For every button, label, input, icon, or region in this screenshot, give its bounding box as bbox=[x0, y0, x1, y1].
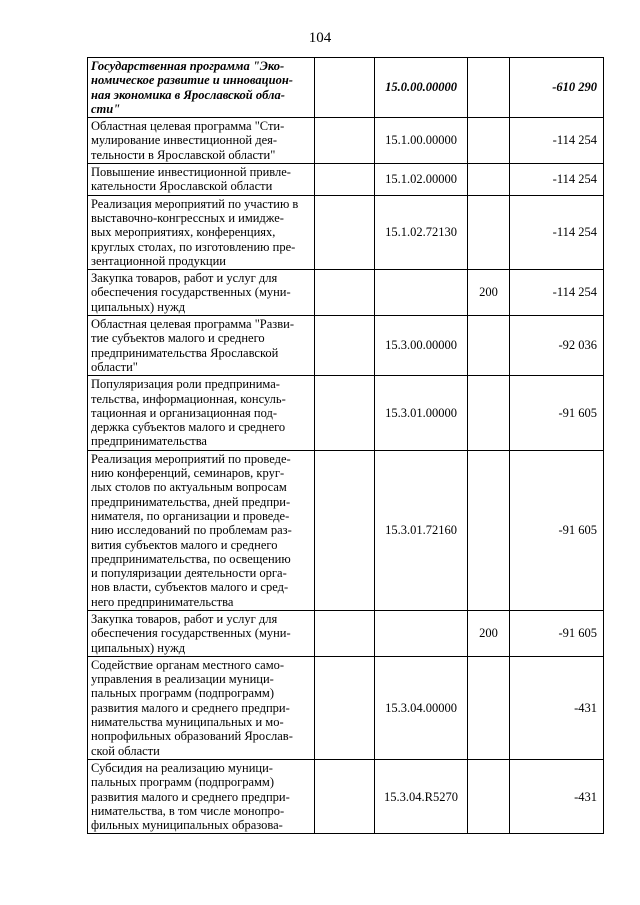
budget-table-body bbox=[88, 58, 604, 834]
row-name-line: держка субъектов малого и среднего bbox=[91, 420, 286, 435]
row-name-cell bbox=[88, 195, 315, 269]
amount-cell: -431 bbox=[510, 759, 604, 833]
expense-type-cell bbox=[468, 759, 510, 833]
row-name-line: тельства, информационная, консуль- bbox=[91, 391, 286, 406]
table-row bbox=[88, 316, 604, 376]
expense-type-cell bbox=[468, 376, 510, 450]
row-name-line: него предпринимательства bbox=[91, 594, 234, 609]
amount-cell: -610 290 bbox=[510, 58, 604, 118]
row-name-line: ципальных) нужд bbox=[91, 640, 186, 655]
expense-type-cell bbox=[468, 58, 510, 118]
row-name-line: пальных программ (подпрограмм) bbox=[91, 686, 275, 701]
expense-type-cell: 200 bbox=[468, 610, 510, 656]
row-name-line: ципальных) нужд bbox=[91, 299, 186, 314]
row-name-line: Закупка товаров, работ и услуг для bbox=[91, 611, 278, 626]
table-row bbox=[88, 195, 604, 269]
row-name-cell bbox=[88, 450, 315, 610]
table-row bbox=[88, 656, 604, 759]
table-row bbox=[88, 376, 604, 450]
table-row bbox=[88, 58, 604, 118]
target-code-cell: 15.3.04.R5270 bbox=[375, 759, 468, 833]
expense-type-cell bbox=[468, 164, 510, 196]
row-name-cell bbox=[88, 759, 315, 833]
row-name-line: Реализация мероприятий по участию в bbox=[91, 196, 299, 211]
row-name-line: мулирование инвестиционной дея- bbox=[91, 133, 278, 148]
amount-cell: -92 036 bbox=[510, 316, 604, 376]
row-name-line: и популяризации деятельности орга- bbox=[91, 566, 287, 581]
row-name-line: Областная целевая программа "Сти- bbox=[91, 119, 285, 134]
row-name-line: вития субъектов малого и среднего bbox=[91, 537, 278, 552]
expense-type-cell bbox=[468, 118, 510, 164]
row-name-cell bbox=[88, 58, 315, 118]
row-name-line: Областная целевая программа "Разви- bbox=[91, 317, 294, 332]
admin-code-cell bbox=[315, 195, 375, 269]
row-name-line: выставочно-конгрессных и имидже- bbox=[91, 210, 284, 225]
row-name-cell bbox=[88, 164, 315, 196]
row-name-line: Содействие органам местного само- bbox=[91, 657, 285, 672]
row-name-line: Популяризация роли предпринима- bbox=[91, 377, 280, 392]
row-name-line: тие субъектов малого и среднего bbox=[91, 331, 265, 346]
row-name-line: нию исследований по проблемам раз- bbox=[91, 523, 292, 538]
table-row bbox=[88, 164, 604, 196]
row-name-line: номическое развитие и инновацион- bbox=[91, 73, 293, 88]
admin-code-cell bbox=[315, 376, 375, 450]
target-code-cell: 15.3.04.00000 bbox=[375, 656, 468, 759]
target-code-cell: 15.3.01.00000 bbox=[375, 376, 468, 450]
target-code-cell bbox=[375, 610, 468, 656]
row-name-line: нимательства муниципальных и мо- bbox=[91, 715, 284, 730]
admin-code-cell bbox=[315, 759, 375, 833]
row-name-line: вых мероприятиях, конференциях, bbox=[91, 225, 276, 240]
row-name-line: ской области bbox=[91, 743, 160, 758]
row-name-line: управления в реализации муници- bbox=[91, 672, 274, 687]
row-name-line: обеспечения государственных (муни- bbox=[91, 626, 291, 641]
admin-code-cell bbox=[315, 316, 375, 376]
row-name-line: нопрофильных образований Ярослав- bbox=[91, 729, 293, 744]
budget-table bbox=[87, 57, 604, 834]
row-name-line: предпринимательства, дней предпри- bbox=[91, 494, 291, 509]
admin-code-cell bbox=[315, 58, 375, 118]
row-name-line: нимательства, в том числе монопро- bbox=[91, 803, 285, 818]
row-name-line: предпринимательства Ярославской bbox=[91, 345, 279, 360]
row-name-line: круглых столах, по изготовлению пре- bbox=[91, 239, 296, 254]
row-name-cell bbox=[88, 376, 315, 450]
row-name-line: предпринимательства bbox=[91, 434, 207, 449]
table-row bbox=[88, 270, 604, 316]
admin-code-cell bbox=[315, 164, 375, 196]
row-name-line: нов власти, субъектов малого и сред- bbox=[91, 580, 289, 595]
expense-type-cell: 200 bbox=[468, 270, 510, 316]
row-name-line: Повышение инвестиционной привле- bbox=[91, 165, 291, 180]
row-name-line: обеспечения государственных (муни- bbox=[91, 285, 291, 300]
row-name-line: нимателя, по организации и проведе- bbox=[91, 508, 290, 523]
table-row bbox=[88, 759, 604, 833]
row-name-line: фильных муниципальных образова- bbox=[91, 818, 283, 833]
row-name-line: предпринимательства, по освещению bbox=[91, 551, 291, 566]
admin-code-cell bbox=[315, 118, 375, 164]
expense-type-cell bbox=[468, 450, 510, 610]
row-name-line: лых столов по актуальным вопросам bbox=[91, 480, 287, 495]
amount-cell: -114 254 bbox=[510, 195, 604, 269]
target-code-cell: 15.0.00.00000 bbox=[375, 58, 468, 118]
row-name-line: нию конференций, семинаров, круг- bbox=[91, 466, 285, 481]
row-name-line: Реализация мероприятий по проведе- bbox=[91, 451, 291, 466]
row-name-line: пальных программ (подпрограмм) bbox=[91, 775, 275, 790]
admin-code-cell bbox=[315, 270, 375, 316]
table-row bbox=[88, 610, 604, 656]
table-row bbox=[88, 450, 604, 610]
amount-cell: -114 254 bbox=[510, 164, 604, 196]
admin-code-cell bbox=[315, 450, 375, 610]
target-code-cell: 15.1.02.00000 bbox=[375, 164, 468, 196]
admin-code-cell bbox=[315, 656, 375, 759]
row-name-line: ная экономика в Ярославской обла- bbox=[91, 87, 285, 102]
target-code-cell: 15.3.00.00000 bbox=[375, 316, 468, 376]
row-name-cell bbox=[88, 316, 315, 376]
admin-code-cell bbox=[315, 610, 375, 656]
table-row bbox=[88, 118, 604, 164]
row-name-line: развития малого и среднего предпри- bbox=[91, 789, 290, 804]
row-name-cell bbox=[88, 118, 315, 164]
expense-type-cell bbox=[468, 656, 510, 759]
row-name-cell bbox=[88, 656, 315, 759]
row-name-cell bbox=[88, 610, 315, 656]
amount-cell: -91 605 bbox=[510, 450, 604, 610]
target-code-cell bbox=[375, 270, 468, 316]
amount-cell: -431 bbox=[510, 656, 604, 759]
row-name-line: кательности Ярославской области bbox=[91, 179, 273, 194]
amount-cell: -114 254 bbox=[510, 118, 604, 164]
page-number: 104 bbox=[308, 30, 332, 46]
expense-type-cell bbox=[468, 195, 510, 269]
row-name-line: области" bbox=[91, 359, 138, 374]
row-name-line: зентационной продукции bbox=[91, 253, 226, 268]
target-code-cell: 15.3.01.72160 bbox=[375, 450, 468, 610]
row-name-line: Закупка товаров, работ и услуг для bbox=[91, 271, 278, 286]
row-name-cell bbox=[88, 270, 315, 316]
target-code-cell: 15.1.00.00000 bbox=[375, 118, 468, 164]
row-name-line: Субсидия на реализацию муници- bbox=[91, 760, 273, 775]
row-name-line: тельности в Ярославской области" bbox=[91, 147, 276, 162]
amount-cell: -114 254 bbox=[510, 270, 604, 316]
row-name-line: сти" bbox=[91, 101, 121, 116]
expense-type-cell bbox=[468, 316, 510, 376]
row-name-line: Государственная программа "Эко- bbox=[91, 59, 285, 73]
target-code-cell: 15.1.02.72130 bbox=[375, 195, 468, 269]
amount-cell: -91 605 bbox=[510, 610, 604, 656]
amount-cell: -91 605 bbox=[510, 376, 604, 450]
row-name-line: тационная и организационная под- bbox=[91, 405, 277, 420]
row-name-line: развития малого и среднего предпри- bbox=[91, 700, 290, 715]
